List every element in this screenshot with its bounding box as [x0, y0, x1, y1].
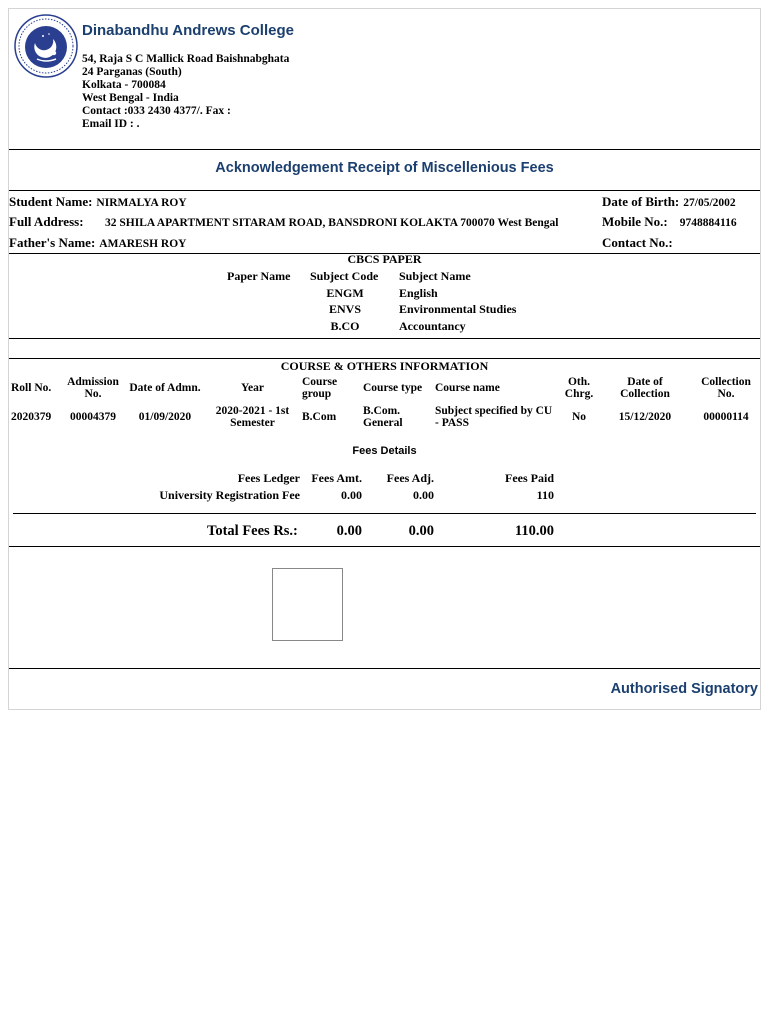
- full-address-label-wrap: [9, 213, 84, 231]
- cbcs-subject-name: Environmental Studies: [399, 302, 517, 316]
- divider: [9, 668, 760, 669]
- header-admission-no: Admission No.: [67, 376, 119, 400]
- full-address-label: Full Address:: [9, 214, 84, 229]
- header-date-of-admn: Date of Admn.: [129, 382, 201, 394]
- college-name: Dinabandhu Andrews College: [82, 22, 294, 39]
- date-of-admn: 01/09/2020: [138, 411, 192, 423]
- admission-no: 00004379: [70, 411, 116, 423]
- divider: [9, 190, 760, 191]
- header-year: Year: [241, 382, 264, 394]
- cbcs-header-subject-name: Subject Name: [399, 269, 471, 283]
- student-name-label: Student Name:: [9, 194, 93, 209]
- course-title: COURSE & OTHERS INFORMATION: [280, 359, 489, 373]
- header-collection-no: Collection No.: [701, 376, 751, 400]
- course-data-row: [9, 402, 762, 432]
- cbcs-subject-name: English: [399, 286, 438, 300]
- mobile-value: 9748884116: [679, 217, 737, 229]
- fees-adj: 0.00: [413, 488, 434, 502]
- contact-label: Contact No.:: [602, 235, 673, 250]
- dob-label: Date of Birth:: [602, 194, 680, 209]
- divider: [9, 149, 760, 150]
- address-line: 54, Raja S C Mallick Road Baishnabghata: [82, 53, 290, 65]
- cbcs-title: CBCS PAPER: [347, 252, 422, 266]
- total-fees-label: Total Fees Rs.:: [207, 523, 298, 539]
- cbcs-subject-code: ENGM: [326, 286, 364, 300]
- date-of-birth: [602, 193, 736, 211]
- cbcs-subject-code: ENVS: [328, 302, 361, 316]
- roll-no: 2020379: [11, 411, 52, 423]
- student-name-value: NIRMALYA ROY: [96, 197, 187, 209]
- course-type: B.Com. General: [363, 405, 403, 429]
- cbcs-subject-code: B.CO: [330, 319, 360, 333]
- cbcs-subject-name: Accountancy: [399, 319, 466, 333]
- father-name: [9, 234, 187, 252]
- header-oth-chrg: Oth. Chrg.: [564, 376, 594, 400]
- contact-no: [602, 234, 673, 252]
- father-name-value: AMARESH ROY: [99, 238, 187, 250]
- full-address-value: 32 SHILA APARTMENT SITARAM ROAD, BANSDRONI KOLAKTA 700070 West Bengal: [105, 217, 559, 229]
- fees-ledger: University Registration Fee: [159, 488, 300, 502]
- student-name: [9, 193, 187, 211]
- fees-header-paid: Fees Paid: [505, 471, 554, 485]
- fees-paid: 110: [536, 488, 554, 502]
- date-of-collection: 15/12/2020: [618, 411, 672, 423]
- year: 2020-2021 - 1st Semester: [215, 405, 290, 429]
- total-fees-adj: 0.00: [408, 523, 434, 539]
- dob-value: 27/05/2002: [683, 197, 736, 209]
- oth-chrg: No: [571, 411, 587, 423]
- mobile-label: Mobile No.:: [602, 214, 668, 229]
- address-line: West Bengal - India: [82, 92, 179, 104]
- address-line: Kolkata - 700084: [82, 79, 166, 91]
- header-roll-no: Roll No.: [11, 382, 52, 394]
- receipt-title: Acknowledgement Receipt of Miscellenious Fees: [215, 160, 554, 176]
- header-course-group: Course group: [302, 376, 338, 400]
- fees-header-adj: Fees Adj.: [386, 471, 434, 485]
- fees-header-ledger: Fees Ledger: [237, 471, 300, 485]
- fees-details-title: Fees Details: [352, 445, 417, 457]
- divider: [13, 513, 756, 514]
- course-name: Subject specified by CU - PASS: [435, 405, 553, 429]
- fees-amt: 0.00: [341, 488, 362, 502]
- header-course-name: Course name: [435, 382, 500, 394]
- receipt: [8, 8, 761, 710]
- address-line: Email ID : .: [82, 118, 140, 130]
- address-line: Contact :033 2430 4377/. Fax :: [82, 105, 231, 117]
- cbcs-header-subject-code: Subject Code: [310, 269, 379, 283]
- address-line: 24 Parganas (South): [82, 66, 182, 78]
- father-name-label: Father's Name:: [9, 235, 96, 250]
- course-header-row: [9, 374, 762, 402]
- full-address-value-wrap: [105, 213, 558, 231]
- divider: [9, 338, 760, 339]
- header-date-of-collection: Date of Collection: [620, 376, 670, 400]
- course-table: [9, 374, 762, 432]
- total-fees-paid: 110.00: [514, 523, 554, 539]
- collection-no: 00000114: [703, 411, 749, 423]
- header-course-type: Course type: [363, 382, 423, 394]
- fees-header-amt: Fees Amt.: [311, 471, 362, 485]
- photo-placeholder: [272, 568, 343, 641]
- cbcs-header-paper-name: Paper Name: [227, 269, 291, 283]
- college-logo-icon: [13, 13, 79, 79]
- divider: [9, 546, 760, 547]
- authorised-signatory: Authorised Signatory: [610, 681, 758, 697]
- course-group: B.Com: [302, 411, 337, 423]
- total-fees-amt: 0.00: [336, 523, 362, 539]
- mobile-no: [602, 213, 737, 231]
- college-address: [82, 53, 289, 131]
